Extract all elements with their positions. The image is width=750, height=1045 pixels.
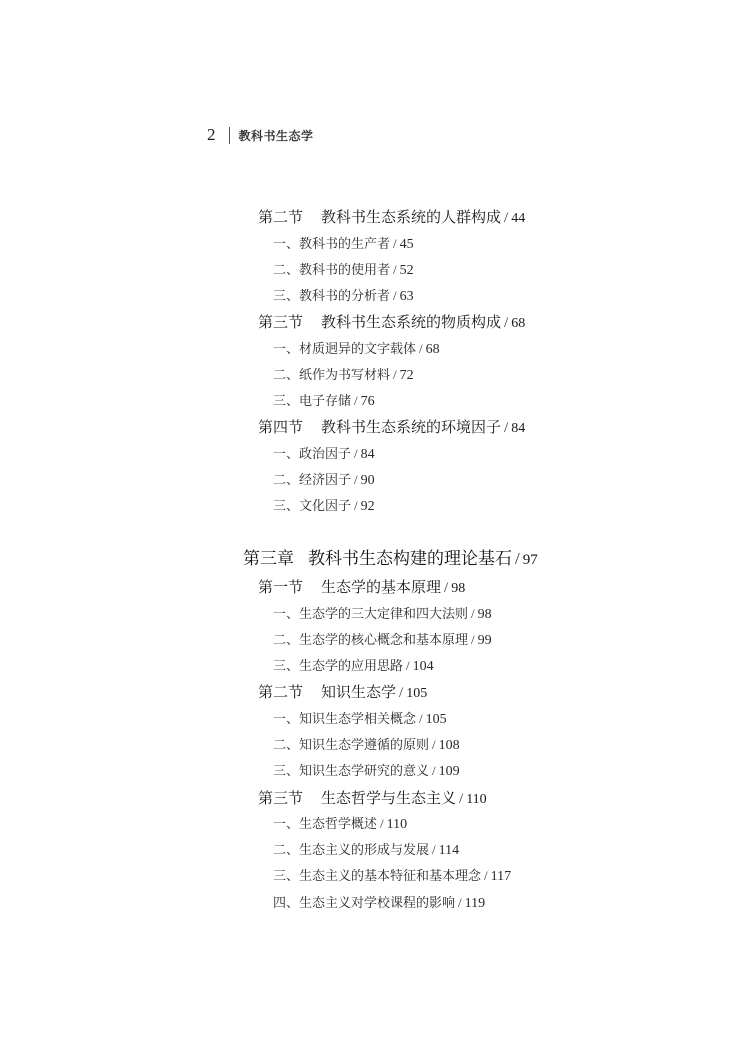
running-title: 教科书生态学 <box>238 128 314 143</box>
toc-page-number: 119 <box>464 896 486 911</box>
page-separator: / <box>354 446 358 461</box>
page-separator: / <box>419 341 423 356</box>
toc-page-number: 110 <box>466 792 487 807</box>
page-separator: / <box>393 288 397 303</box>
toc-page-number: 44 <box>511 211 526 226</box>
toc-item-title: 二、纸作为书写材料 <box>273 368 391 383</box>
toc-item <box>273 843 459 858</box>
toc-page-number: 72 <box>399 368 414 383</box>
toc-section-label: 第四节 <box>258 418 304 436</box>
toc-item-title: 四、生态主义对学校课程的影响 <box>273 896 456 911</box>
page-separator: / <box>484 868 488 883</box>
toc-page-number: 104 <box>412 659 434 674</box>
toc-page-number: 108 <box>438 738 460 753</box>
toc-item-title: 三、电子存储 <box>273 394 352 409</box>
toc-page-number: 92 <box>360 499 375 514</box>
toc-item <box>273 869 511 884</box>
toc-item <box>273 764 460 779</box>
page-separator: / <box>380 816 384 831</box>
toc-section <box>258 420 525 436</box>
page-separator: / <box>354 393 358 408</box>
toc-page-number: 98 <box>451 581 466 596</box>
toc-section-label: 第一节 <box>258 578 304 596</box>
toc-item <box>273 368 414 383</box>
toc-item-title: 三、文化因子 <box>273 499 352 514</box>
toc-section-title: 知识生态学 <box>321 683 397 701</box>
toc-chapter-label: 第三章 <box>243 549 294 569</box>
page-separator: / <box>444 580 449 596</box>
toc-item-title: 一、生态学的三大定律和四大法则 <box>273 607 469 622</box>
toc-page-number: 109 <box>438 764 460 779</box>
toc-page-number: 84 <box>511 421 526 436</box>
page-separator: / <box>459 791 464 807</box>
toc-page-number: 90 <box>360 473 375 488</box>
toc-page-number: 98 <box>477 607 492 622</box>
toc-section <box>258 315 525 331</box>
page-separator: / <box>406 658 410 673</box>
toc-page-number: 52 <box>399 263 414 278</box>
toc-page-number: 105 <box>406 686 428 701</box>
toc-page-number: 105 <box>425 712 447 727</box>
toc-section-label: 第二节 <box>258 208 304 226</box>
toc-chapter <box>243 550 538 568</box>
toc-item-title: 二、生态学的核心概念和基本原理 <box>273 633 469 648</box>
toc-item <box>273 263 414 278</box>
page-separator: / <box>354 498 358 513</box>
toc-item-title: 二、经济因子 <box>273 473 352 488</box>
toc-section-title: 生态学的基本原理 <box>321 578 442 596</box>
page-separator: / <box>432 737 436 752</box>
page-separator: / <box>419 711 423 726</box>
page-separator: / <box>471 606 475 621</box>
toc-item <box>273 712 447 727</box>
page-separator: / <box>393 367 397 382</box>
toc-item <box>273 473 375 488</box>
toc-page-number: 45 <box>399 237 414 252</box>
page-separator: / <box>504 210 509 226</box>
toc-item-title: 一、知识生态学相关概念 <box>273 712 417 727</box>
toc-page-number: 68 <box>511 316 526 331</box>
toc-item <box>273 342 440 357</box>
toc-page-number: 117 <box>490 869 512 884</box>
toc-item-title: 一、材质迥异的文字载体 <box>273 342 417 357</box>
toc-section <box>258 580 465 596</box>
toc-page-number: 84 <box>360 447 375 462</box>
page-separator: / <box>399 685 404 701</box>
page-number: 2 <box>207 125 216 144</box>
toc-page-number: 99 <box>477 633 492 648</box>
toc-item <box>273 817 407 832</box>
toc-item <box>273 738 460 753</box>
toc-item-title: 一、政治因子 <box>273 447 352 462</box>
toc-page-number: 63 <box>399 289 414 304</box>
page-separator: / <box>432 842 436 857</box>
toc-page-number: 97 <box>522 552 538 568</box>
page-separator: / <box>393 236 397 251</box>
page-separator: / <box>393 262 397 277</box>
toc-item <box>273 237 414 252</box>
toc-page-number: 76 <box>360 394 375 409</box>
toc-item-title: 三、生态学的应用思路 <box>273 659 404 674</box>
toc-item-title: 三、知识生态学研究的意义 <box>273 764 430 779</box>
toc-item <box>273 896 485 911</box>
toc-item <box>273 289 414 304</box>
toc-section-title: 教科书生态系统的物质构成 <box>321 313 502 331</box>
toc-item <box>273 633 492 648</box>
toc-section-title: 教科书生态系统的环境因子 <box>321 418 502 436</box>
toc-item <box>273 447 375 462</box>
toc-section-label: 第三节 <box>258 313 304 331</box>
page-separator: / <box>504 315 509 331</box>
toc-item <box>273 394 375 409</box>
toc-item-title: 二、教科书的使用者 <box>273 263 391 278</box>
toc-item <box>273 659 434 674</box>
page-separator: / <box>504 420 509 436</box>
toc-item <box>273 499 375 514</box>
toc-item-title: 三、教科书的分析者 <box>273 289 391 304</box>
toc-section-title: 教科书生态系统的人群构成 <box>321 208 502 226</box>
page-separator: / <box>515 549 520 568</box>
toc-page-number: 68 <box>425 342 440 357</box>
toc-item <box>273 607 492 622</box>
page-separator: / <box>458 895 462 910</box>
toc-section-title: 生态哲学与生态主义 <box>321 789 457 807</box>
toc-chapter-title: 教科书生态构建的理论基石 <box>308 549 512 569</box>
toc-item-title: 二、知识生态学遵循的原则 <box>273 738 430 753</box>
toc-page-number: 110 <box>386 817 408 832</box>
toc-section-label: 第三节 <box>258 789 304 807</box>
toc-section-label: 第二节 <box>258 683 304 701</box>
page-separator: / <box>354 472 358 487</box>
toc-item-title: 二、生态主义的形成与发展 <box>273 843 430 858</box>
toc-section <box>258 791 487 807</box>
toc-item-title: 三、生态主义的基本特征和基本理念 <box>273 869 482 884</box>
page-separator: / <box>432 763 436 778</box>
toc-item-title: 一、教科书的生产者 <box>273 237 391 252</box>
toc-page-number: 114 <box>438 843 460 858</box>
toc-section <box>258 210 525 226</box>
toc-item-title: 一、生态哲学概述 <box>273 817 378 832</box>
toc-section <box>258 685 427 701</box>
page-separator: / <box>471 632 475 647</box>
